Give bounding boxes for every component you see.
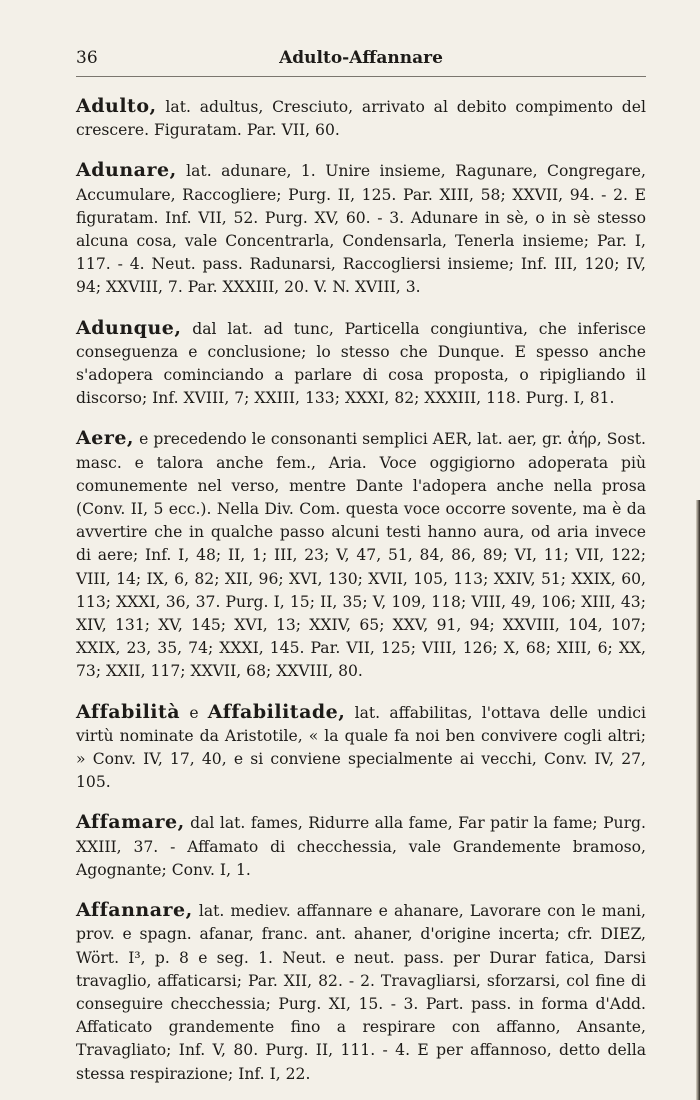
- headword: Adunare,: [76, 159, 177, 182]
- headword: Adunque,: [76, 316, 182, 339]
- entry-affannare: [76, 899, 646, 1086]
- entry-adunque: [76, 317, 646, 411]
- entry-text: lat. affabilitas, l'ottava delle undici virtù nominate da Aristotile, « la quale fa noi ben convivere cogli altri; » Conv. IV, 17, 40, e si conviene specialmente ai vecchi, Conv. IV, 27, 105.: [76, 703, 646, 792]
- headword: Affannare,: [76, 899, 193, 922]
- entry-text: lat. adultus, Cresciuto, arrivato al debito compimento del crescere. Figuratam. Par. VII, 60.: [76, 98, 646, 140]
- entry-text: dal lat. ad tunc, Particella congiuntiva, che inferisce conseguenza e conclusione; lo stesso che Dunque. E spesso anche s'adopera cominciando a parlare di cosa proposta, o ripigliando il discorso; Inf. XVIII, 7; XXIII, 133; XXXI, 82; XXXIII, 118. Purg. I, 81.: [76, 319, 646, 408]
- entry-adunare: [76, 159, 646, 299]
- headword-connector: e: [180, 703, 208, 722]
- page-edge-shadow: [696, 500, 700, 1100]
- entry-text: lat. adunare, 1. Unire insieme, Ragunare, Congregare, Accumulare, Raccogliere; Purg. II, 125. Par. XIII, 58; XXVII, 94. - 2. E figuratam. Inf. VII, 52. Purg. XV, 60. - 3. Adunare in sè, o in sè stesso alcuna cosa, vale Concentrarla, Condensarla, Tenerla insieme; Par. I, 117. - 4. Neut. pass. Radunarsi, Raccogliersi insieme; Inf. III, 120; IV, 94; XXVIII, 7. Par. XXXIII, 20. V. N. XVIII, 3.: [76, 162, 646, 297]
- entry-aere: [76, 427, 646, 683]
- entry-text: e precedendo le consonanti semplici AER, lat. aer, gr. ἀήρ, Sost. masc. e talora anche fem., Aria. Voce oggigiorno adoperata più comunemente nel verso, mentre Dante l'adopera anche nella prosa (Conv. II, 5 ecc.). Nella Div. Com. questa voce occorre sovente, ma è da avvertire che in qualche passo alcuni testi hanno aura, od aria invece di aere; Inf. I, 48; II, 1; III, 23; V, 47, 51, 84, 86, 89; VI, 11; VII, 122; VIII, 14; IX, 6, 82; XII, 96; XVI, 130; XVII, 105, 113; XXIV, 51; XXIX, 60, 113; XXXI, 36, 37. Purg. I, 15; II, 35; V, 109, 118; VIII, 49, 106; XIII, 43; XIV, 131; XV, 145; XVI, 13; XXIV, 65; XXV, 91, 94; XXVIII, 104, 107; XXIX, 23, 35, 74; XXXI, 145. Par. VII, 125; VIII, 126; X, 68; XIII, 6; XX, 73; XXII, 117; XXVII, 68; XXVIII, 80.: [76, 430, 646, 681]
- headword: Adulto,: [76, 95, 157, 117]
- headword: Aere,: [76, 427, 135, 450]
- entry-text: lat. mediev. affannare e ahanare, Lavorare con le mani, prov. e spagn. afanar, franc. ant. ahaner, d'origine incerta; cfr. DIEZ, Wört. I³, p. 8 e seg. 1. Neut. e neut. pass. per Durar fatica, Darsi travaglio, affaticarsi; Par. XII, 82. - 2. Travagliarsi, sforzarsi, col fine di conseguire checchessia; Purg. XI, 15. - 3. Part. pass. in forma d'Add. Affaticato grandemente fino a respirare con affanno, Ansante, Travagliato; Inf. V, 80. Purg. II, 111. - 4. E per affannoso, detto della stessa respirazione; Inf. I, 22.: [76, 902, 646, 1083]
- entry-affamare: [76, 811, 646, 882]
- headword-variant: Affabilitade,: [207, 700, 346, 723]
- running-head: Adulto-Affannare: [279, 48, 443, 68]
- headword: Affabilità: [76, 700, 181, 723]
- entry-text: dal lat. fames, Ridurre alla fame, Far patir la fame; Purg. XXIII, 37. - Affamato di checchessia, vale Grandemente bramoso, Agognante; Conv. I, 1.: [76, 814, 646, 879]
- page-header: [76, 0, 646, 80]
- entry-affabilita: [76, 701, 646, 795]
- page-number: 36: [76, 48, 98, 68]
- headword: Affamare,: [76, 811, 185, 834]
- entry-adulto: [76, 95, 646, 142]
- header-rule: [76, 76, 646, 77]
- dictionary-page: [76, 0, 646, 1086]
